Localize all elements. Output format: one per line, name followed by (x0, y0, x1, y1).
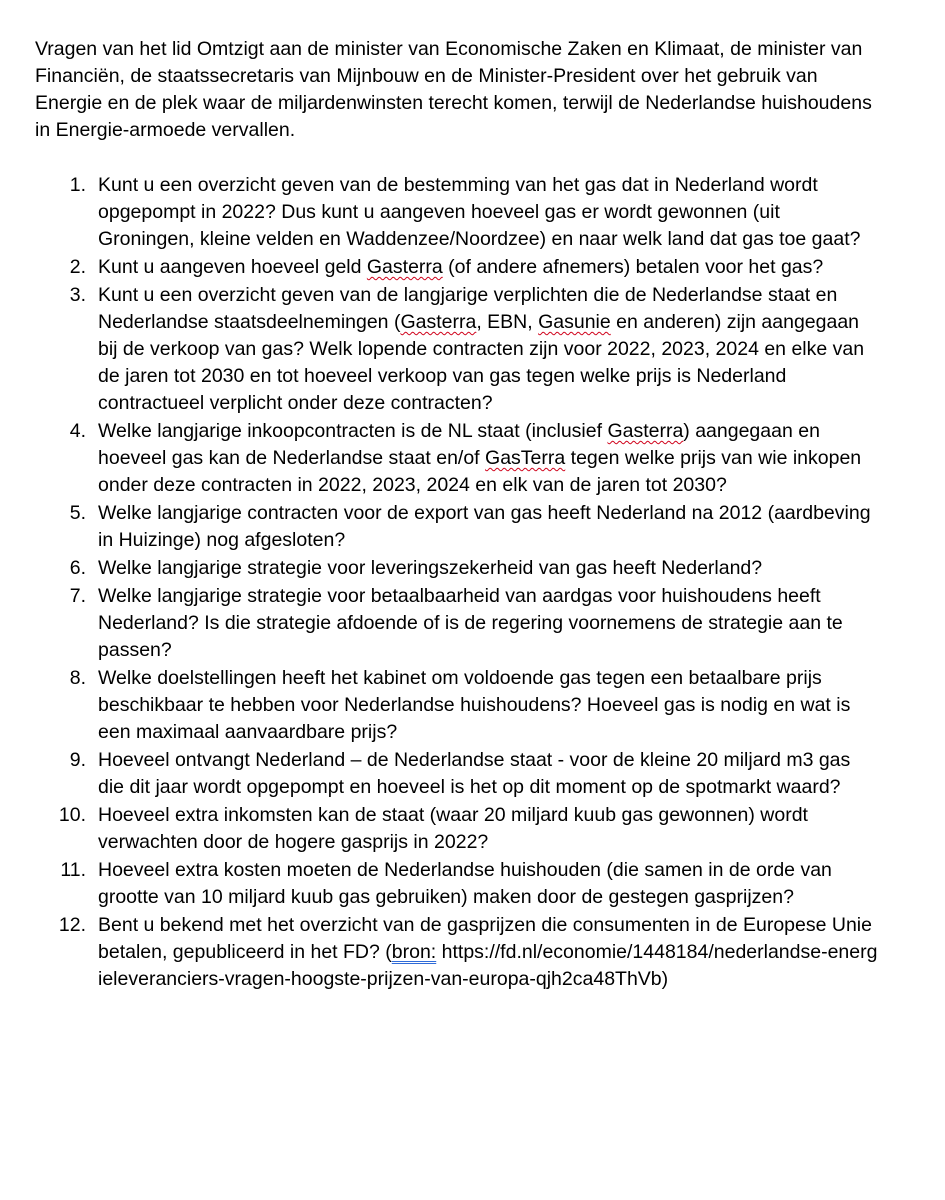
intro-paragraph: Vragen van het lid Omtzigt aan de minister van Economische Zaken en Klimaat, de minister van Financiën, de staatssecretaris van Mijnbouw en de Minister-President over het gebruik van Energie en de plek waar de miljardenwinsten terecht komen, terwijl de Nederlandse huishoudens in Energie-armoede vervallen. (35, 38, 872, 141)
question-number: 11. (60, 859, 86, 881)
list-item (0, 418, 878, 499)
question-number: 12. (58, 914, 86, 936)
question-number: 3. (69, 284, 86, 306)
question-text-part: tegen welke prijs van wie inkopen onder deze contracten in 2022, 2023, 2024 en elk van de jaren tot 2030? (98, 447, 862, 496)
question-text (98, 418, 878, 499)
question-text-part: (of andere afnemers) betalen voor het gas? (442, 256, 824, 278)
question-text-part: Welke langjarige inkoopcontracten is de NL staat (inclusief (98, 420, 608, 442)
question-text: Welke langjarige contracten voor de export van gas heeft Nederland na 2012 (aardbeving in Huizinge) nog afgesloten? (98, 502, 871, 551)
question-number: 2. (69, 256, 86, 278)
question-text: Hoeveel ontvangt Nederland – de Nederlandse staat - voor de kleine 20 miljard m3 gas die dit jaar wordt opgepompt en hoeveel is het op dit moment op de spotmarkt waard? (98, 749, 851, 798)
list-item (0, 912, 878, 993)
question-text: Hoeveel extra kosten moeten de Nederlandse huishouden (die samen in de orde van grootte van 10 miljard kuub gas gebruiken) maken door de gestegen gasprijzen? (98, 859, 832, 908)
list-item (0, 802, 878, 856)
question-number: 5. (69, 502, 86, 524)
spellcheck-word[interactable]: GasTerra (485, 447, 566, 469)
question-number: 8. (69, 667, 86, 689)
question-number: 1. (69, 174, 86, 196)
grammar-check-word[interactable]: bron: (391, 941, 437, 963)
question-number: 9. (69, 749, 86, 771)
question-text: Hoeveel extra inkomsten kan de staat (waar 20 miljard kuub gas gewonnen) wordt verwachten door de hogere gasprijs in 2022? (98, 804, 808, 853)
question-text-part: , EBN, (476, 311, 539, 333)
spellcheck-word[interactable]: Gasterra (366, 256, 443, 278)
question-text: Welke langjarige strategie voor leveringszekerheid van gas heeft Nederland? (98, 557, 763, 579)
question-text (98, 254, 878, 281)
spellcheck-word[interactable]: Gasunie (538, 311, 611, 333)
question-number: 6. (69, 557, 86, 579)
question-number: 10. (58, 804, 86, 826)
question-number: 7. (69, 585, 86, 607)
question-text-part: ) aangegaan en hoeveel gas kan de Nederlandse staat en/of (98, 420, 820, 469)
list-item (0, 282, 878, 417)
list-item (0, 254, 878, 281)
list-item (0, 747, 878, 801)
list-item (0, 555, 878, 582)
question-text-part: Kunt u een overzicht geven van de langjarige verplichten die de Nederlandse staat en Nederlandse staatsdeelnemingen ( (98, 284, 838, 333)
question-number: 4. (69, 420, 86, 442)
question-list (0, 172, 945, 994)
source-url: https://fd.nl/economie/1448184/nederlandse-energieleveranciers-vragen-hoogste-prijzen-van-europa-qjh2ca48ThVb) (98, 941, 878, 990)
list-item (0, 665, 878, 746)
question-text: Welke doelstellingen heeft het kabinet om voldoende gas tegen een betaalbare prijs beschikbaar te hebben voor Nederlandse huishoudens? Hoeveel gas is nodig en wat is een maximaal aanvaardbare prijs? (98, 667, 851, 743)
spellcheck-word[interactable]: Gasterra (400, 311, 477, 333)
question-text-part: en anderen) zijn aangegaan bij de verkoop van gas? Welk lopende contracten zijn voor 2022, 2023, 2024 en elke van de jaren tot 2030 en tot hoeveel verkoop van gas tegen welke prijs is Nederland contractueel verplicht onder deze contracten? (98, 311, 865, 414)
list-item (0, 500, 878, 554)
question-text (98, 912, 878, 993)
spellcheck-word[interactable]: Gasterra (607, 420, 684, 442)
question-text-part: Bent u bekend met het overzicht van de gasprijzen die consumenten in de Europese Unie betalen, gepubliceerd in het FD? ( (98, 914, 872, 963)
question-text: Welke langjarige strategie voor betaalbaarheid van aardgas voor huishoudens heeft Nederland? Is die strategie afdoende of is de regering voornemens de strategie aan te passen? (98, 585, 843, 661)
list-item (0, 172, 878, 253)
question-text (98, 282, 878, 417)
list-item (0, 857, 878, 911)
list-item (0, 583, 878, 664)
question-text-part: Kunt u aangeven hoeveel geld (98, 256, 367, 278)
question-text: Kunt u een overzicht geven van de bestemming van het gas dat in Nederland wordt opgepompt in 2022? Dus kunt u aangeven hoeveel gas er wordt gewonnen (uit Groningen, kleine velden en Waddenzee/Noordzee) en naar welk land dat gas toe gaat? (98, 174, 861, 250)
